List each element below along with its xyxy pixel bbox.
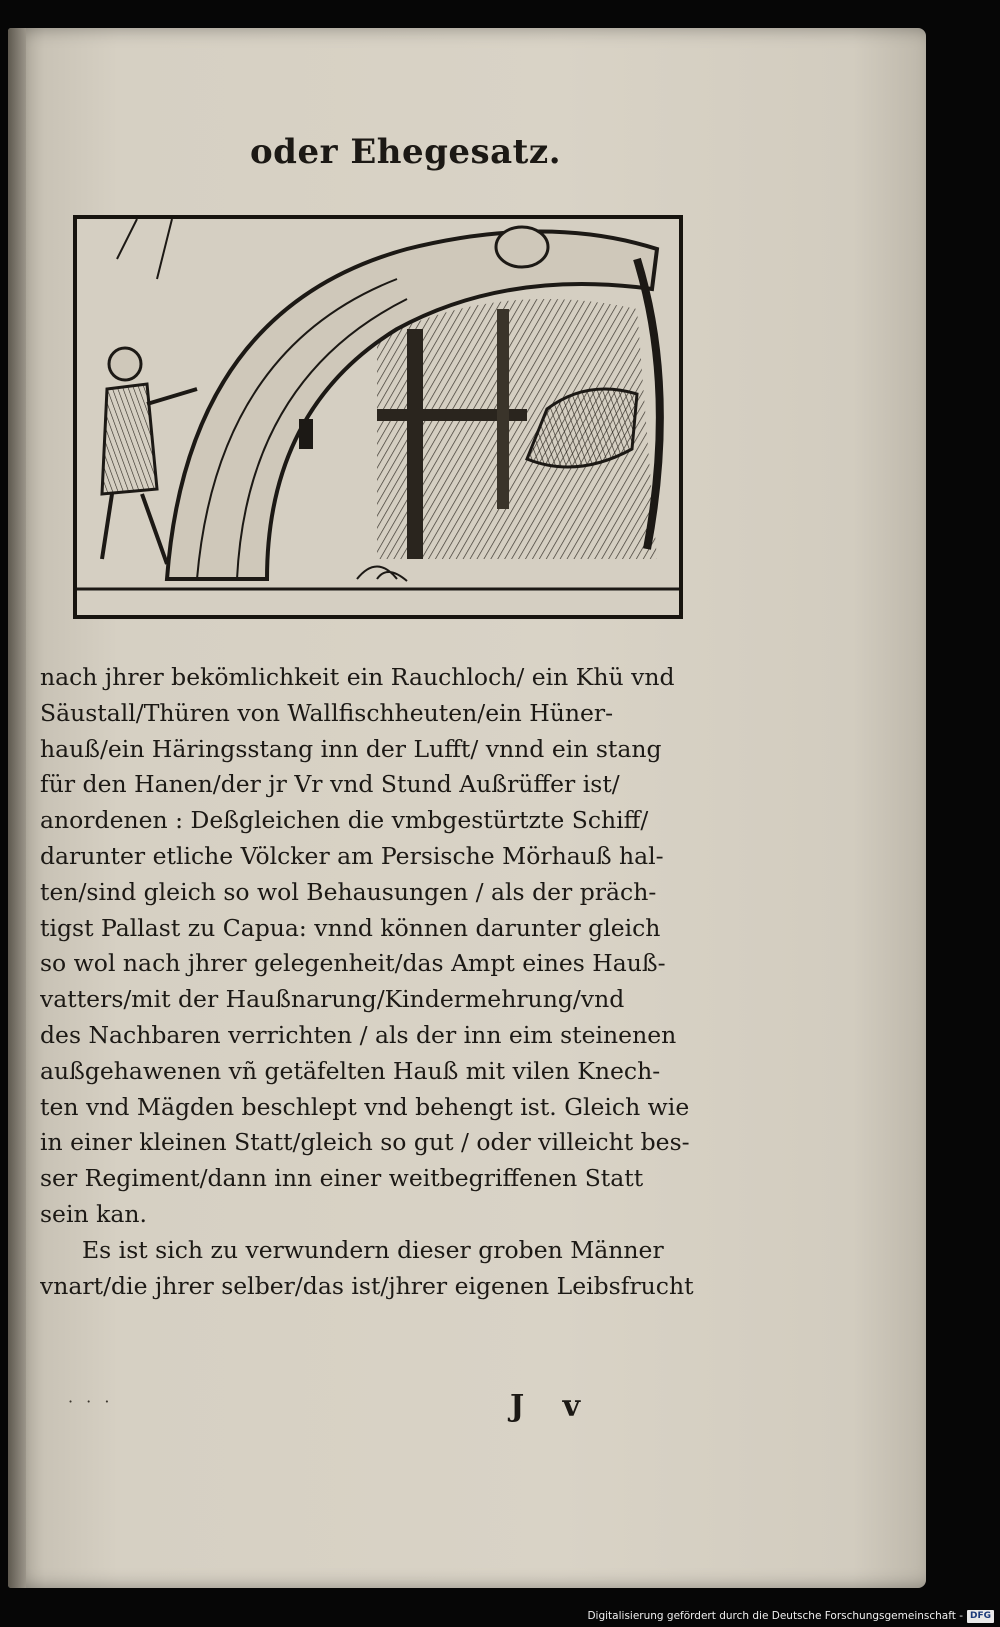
text-line: vnart/die jhrer selber/das ist/jhrer eigenen Leibsfrucht (40, 1271, 694, 1300)
margin-specks: · · · (68, 1392, 114, 1411)
text-line: in einer kleinen Statt/gleich so gut / oder villeicht bes- (40, 1128, 690, 1157)
footer-credit-text: Digitalisierung gefördert durch die Deutsche Forschungsgemeinschaft - (587, 1610, 963, 1622)
text-line: Säustall/Thüren von Wallfischheuten/ein Hüner- (40, 698, 614, 727)
text-line: so wol nach jhrer gelegenheit/das Ampt eines Hauß- (40, 949, 666, 978)
printer-signature-mark: J v (510, 1389, 595, 1424)
text-line: anordenen : Deßgleichen die vmbgestürtzte Schiff/ (40, 806, 649, 835)
text-line: des Nachbaren verrichten / als der inn eim steinenen (40, 1020, 677, 1049)
text-line: ser Regiment/dann inn einer weitbegriffenen Statt (40, 1164, 644, 1193)
text-line: außgehawenen vñ getäfelten Hauß mit vilen Knech- (40, 1056, 661, 1085)
running-head: oder Ehegesatz. (250, 132, 562, 172)
text-line: ten/sind gleich so wol Behausungen / als der präch- (40, 877, 657, 906)
text-line: nach jhrer bekömlichkeit ein Rauchloch/ ein Khü vnd (40, 663, 675, 691)
dfg-logo-icon: DFG (967, 1610, 994, 1623)
text-line: sein kan. (40, 1199, 147, 1228)
paragraph-start-line: Es ist sich zu verwundern dieser groben Männer (82, 1235, 664, 1264)
text-line: vatters/mit der Haußnarung/Kindermehrung/vnd (40, 985, 625, 1014)
text-line: hauß/ein Häringsstang inn der Lufft/ vnnd ein stang (40, 734, 662, 763)
page-gutter-edge (8, 28, 26, 1588)
text-line: ten vnd Mägden beschlept vnd behengt ist. Gleich wie (40, 1092, 690, 1121)
woodcut-illustration-icon (77, 219, 679, 615)
woodcut-illustration (73, 215, 683, 619)
digitization-footer (587, 1608, 994, 1624)
text-line: für den Hanen/der jr Vr vnd Stund Außrüffer ist/ (40, 770, 620, 799)
body-text (40, 660, 730, 1304)
text-line: darunter etliche Völcker am Persische Mörhauß hal- (40, 841, 664, 870)
text-line: tigst Pallast zu Capua: vnnd können darunter gleich (40, 913, 661, 942)
